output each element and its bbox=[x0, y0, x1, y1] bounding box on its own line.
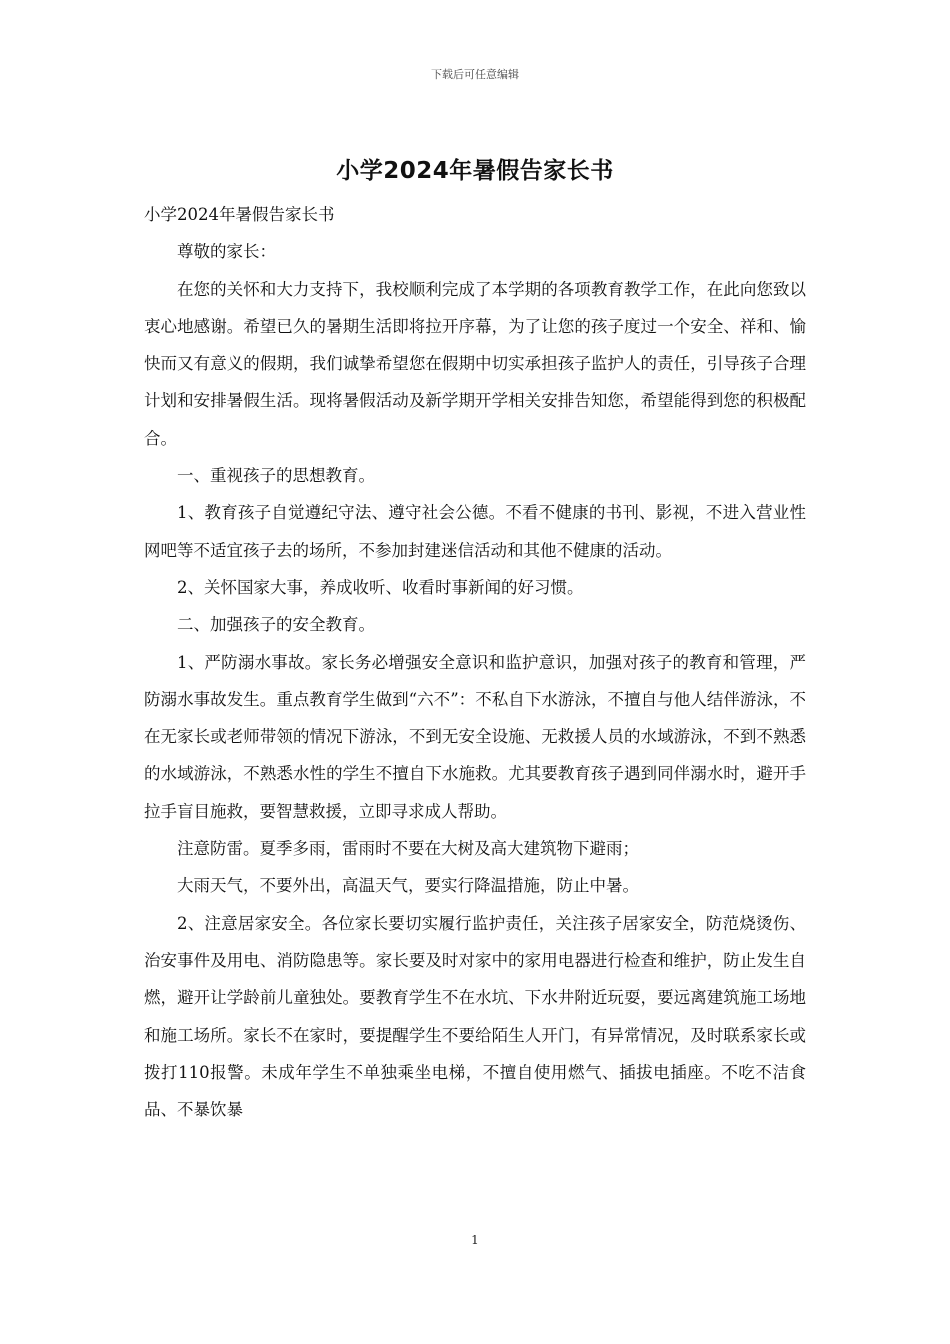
paragraph-intro: 在您的关怀和大力支持下，我校顺利完成了本学期的各项教育教学工作，在此向您致以衷心地感谢。希望已久的暑期生活即将拉开序幕，为了让您的孩子度过一个安全、祥和、愉快而又有意义的假期，我们诚挚希望您在假期中切实承担孩子监护人的责任，引导孩子合理计划和安排暑假生活。现将暑假活动及新学期开学相关安排告知您，希望能得到您的积极配合。 bbox=[144, 279, 806, 448]
page-number: 1 bbox=[471, 1233, 479, 1247]
paragraph-salutation: 尊敬的家长： bbox=[177, 242, 276, 262]
section-heading-1: 一、重视孩子的思想教育。 bbox=[177, 466, 375, 486]
paragraph-subtitle: 小学2024年暑假告家长书 bbox=[144, 205, 335, 224]
document-title: 小学2024年暑假告家长书 bbox=[336, 158, 614, 184]
paragraph-item: 注意防雷。夏季多雨，雷雨时不要在大树及高大建筑物下避雨； bbox=[177, 839, 639, 859]
page-header: 下载后可任意编辑 bbox=[431, 68, 519, 81]
paragraph-item: 1、严防溺水事故。家长务必增强安全意识和监护意识，加强对孩子的教育和管理，严防溺水事故发生。重点教育学生做到“六不”：不私自下水游泳，不擅自与他人结伴游泳，不在无家长或老师带领的情况下游泳，不到无安全设施、无救援人员的水域游泳，不到不熟悉的水域游泳，不熟悉水性的学生不擅自下水施救。尤其要教育孩子遇到同伴溺水时，避开手拉手盲目施救，要智慧救援，立即寻求成人帮助。 bbox=[144, 652, 806, 821]
section-heading-2: 二、加强孩子的安全教育。 bbox=[177, 615, 375, 635]
paragraph-item: 2、注意居家安全。各位家长要切实履行监护责任，关注孩子居家安全，防范烧烫伤、治安事件及用电、消防隐患等。家长要及时对家中的家用电器进行检查和维护，防止发生自燃，避开让学龄前儿童独处。要教育学生不在水坑、下水井附近玩耍，要远离建筑施工场地和施工场所。家长不在家时，要提醒学生不要给陌生人开门，有异常情况，及时联系家长或拨打110报警。未成年学生不单独乘坐电梯，不擅自使用燃气、插拔电插座。不吃不洁食品、不暴饮暴 bbox=[144, 913, 806, 1120]
document-body bbox=[144, 196, 806, 1128]
paragraph-item: 大雨天气，不要外出，高温天气，要实行降温措施，防止中暑。 bbox=[177, 876, 639, 896]
paragraph-item: 2、关怀国家大事，养成收听、收看时事新闻的好习惯。 bbox=[177, 577, 584, 597]
paragraph-item: 1、教育孩子自觉遵纪守法、遵守社会公德。不看不健康的书刊、影视，不进入营业性网吧等不适宜孩子去的场所，不参加封建迷信活动和其他不健康的活动。 bbox=[144, 503, 806, 560]
